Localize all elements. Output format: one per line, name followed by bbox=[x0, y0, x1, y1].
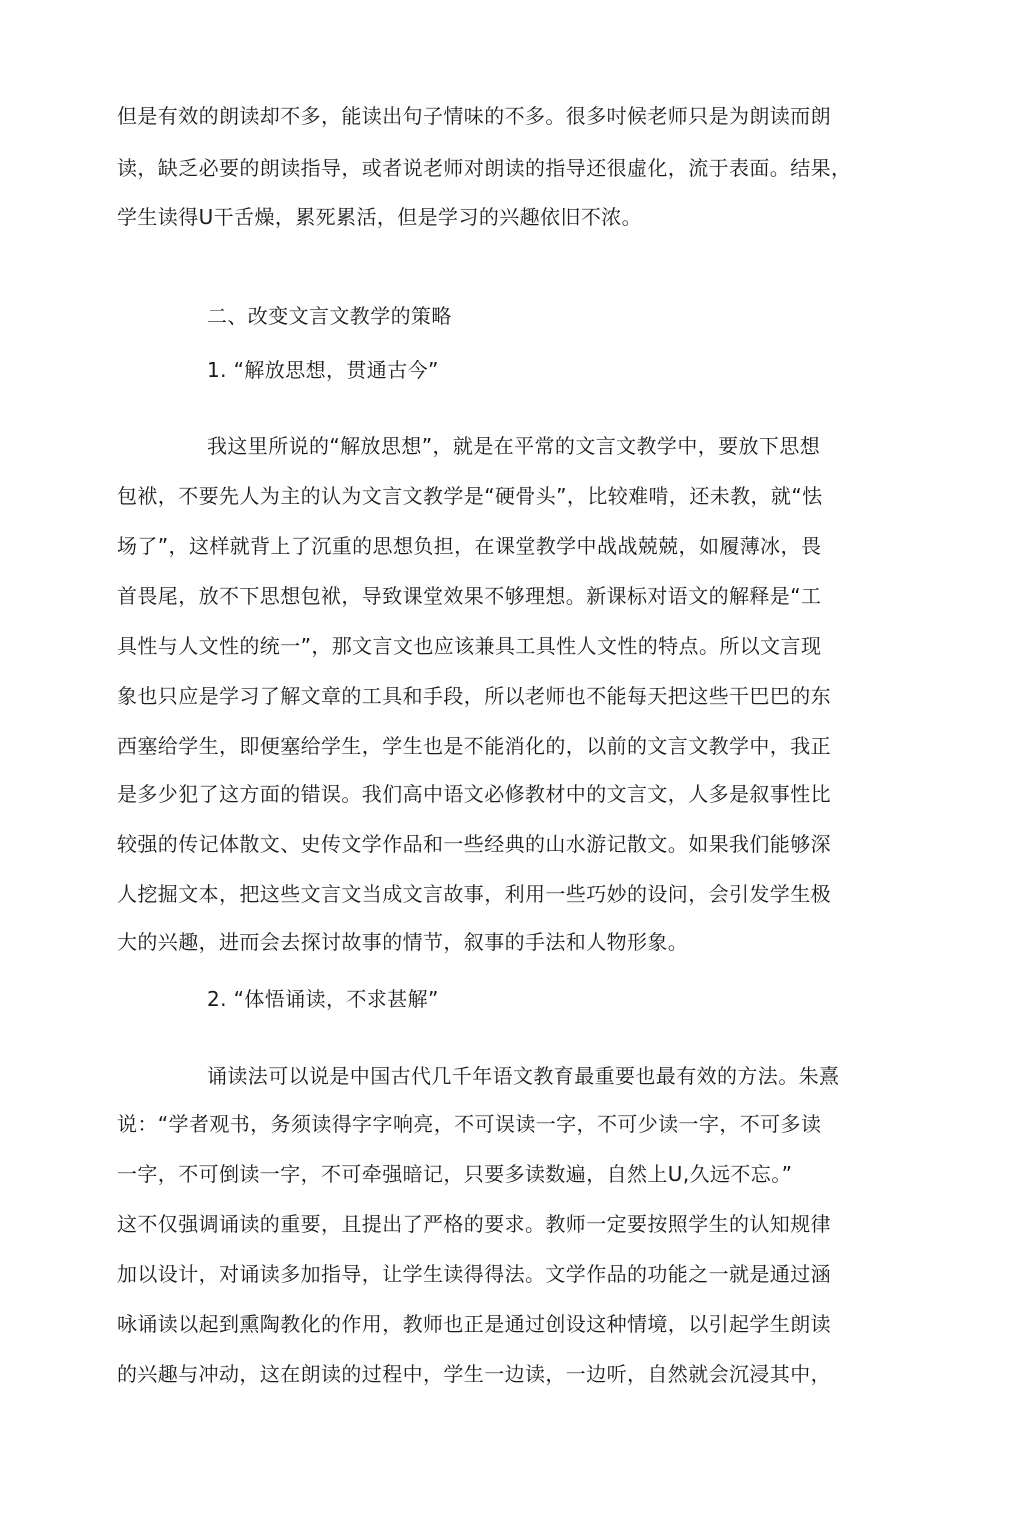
paragraph-line: 说：“学者观书，务须读得字字响亮，不可误读一字，不可少读一字，不可多读 bbox=[117, 1112, 822, 1136]
paragraph-line: 我这里所说的“解放思想”，就是在平常的文言文教学中，要放下思想 bbox=[207, 434, 821, 458]
paragraph-line: 包袱，不要先人为主的认为文言文教学是“硬骨头”，比较难啃，还未教，就“怯 bbox=[117, 484, 823, 508]
paragraph-line: 但是有效的朗读却不多，能读出句子情味的不多。很多吋候老师只是为朗读而朗 bbox=[117, 104, 831, 128]
subheading: 2. “体悟诵读，不求甚解” bbox=[207, 987, 439, 1011]
paragraph-line: 西塞给学生，即便塞给学生，学生也是不能消化的，以前的文言文教学中，我正 bbox=[117, 734, 831, 758]
paragraph-line: 一字，不可倒读一字，不可牵强暗记，只要多读数遍，自然上U,久远不忘。” bbox=[117, 1162, 793, 1186]
paragraph-line: 学生读得U干舌燥，累死累活，但是学习的兴趣依旧不浓。 bbox=[117, 205, 643, 229]
paragraph-line: 具性与人文性的统一”，那文言文也应该兼具工具性人文性的特点。所以文言现 bbox=[117, 634, 822, 658]
paragraph-line: 是多少犯了这方面的错误。我们高中语文必修教材中的文言文，人多是叙事性比 bbox=[117, 782, 831, 806]
paragraph-line: 大的兴趣，进而会去探讨故事的情节，叙事的手法和人物形象。 bbox=[117, 930, 689, 954]
paragraph-line: 咏诵读以起到熏陶教化的作用，教师也正是通过创设这种情境，以引起学生朗读 bbox=[117, 1312, 831, 1336]
paragraph-line: 的兴趣与冲动，这在朗读的过程中，学生一边读，一边听，自然就会沉浸其中， bbox=[117, 1362, 831, 1386]
paragraph-line: 人挖掘文本，把这些文言文当成文言故事，利用一些巧妙的设问，会引发学生极 bbox=[117, 882, 831, 906]
paragraph-line: 较强的传记体散文、史传文学作品和一些经典的山水游记散文。如果我们能够深 bbox=[117, 832, 831, 856]
paragraph-line: 首畏尾，放不下思想包袱，导致课堂效果不够理想。新课标对语文的解释是“工 bbox=[117, 584, 822, 608]
paragraph-line: 读，缺乏必要的朗读指导，或者说老师对朗读的指导还很虛化，流于表面。结果， bbox=[117, 156, 852, 180]
section-heading: 二、改变文言文教学的策略 bbox=[207, 304, 452, 328]
paragraph-line: 加以设计，对诵读多加指导，让学生读得得法。文学作品的功能之一就是通过涵 bbox=[117, 1262, 831, 1286]
paragraph-line: 象也只应是学习了解文章的工具和手段，所以老师也不能每天把这些干巴巴的东 bbox=[117, 684, 831, 708]
paragraph-line: 场了”，这样就背上了沉重的思想负担，在课堂教学中战战兢兢，如履薄冰，畏 bbox=[117, 534, 822, 558]
paragraph-line: 这不仅强调诵读的重要，且提出了严格的要求。教师一定要按照学生的认知规律 bbox=[117, 1212, 831, 1236]
paragraph-line: 诵读法可以说是中国古代几千年语文教育最重要也最有效的方法。朱熹 bbox=[207, 1064, 840, 1088]
subheading: 1. “解放思想，贯通古今” bbox=[207, 358, 439, 382]
